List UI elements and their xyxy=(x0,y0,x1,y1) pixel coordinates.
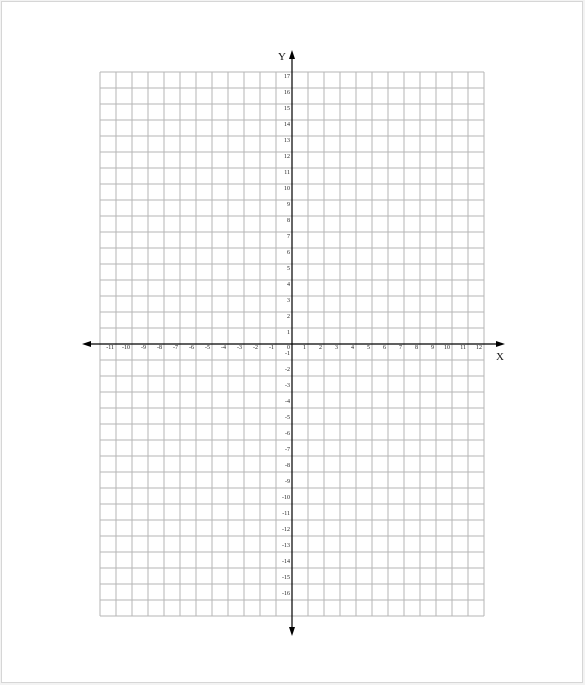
x-tick-label: 11 xyxy=(460,345,466,351)
x-tick-labels xyxy=(106,345,482,351)
x-tick-label: -4 xyxy=(221,345,226,351)
x-tick-label: -5 xyxy=(205,345,210,351)
y-tick-label: 16 xyxy=(284,90,290,96)
x-tick-label: 3 xyxy=(335,345,338,351)
x-tick-label: -2 xyxy=(253,345,258,351)
y-tick-label: -11 xyxy=(282,511,290,517)
x-tick-label: -6 xyxy=(189,345,194,351)
y-tick-label: -13 xyxy=(282,543,290,549)
x-axis-label: X xyxy=(496,351,504,363)
y-tick-label: -5 xyxy=(285,415,290,421)
x-tick-label: 4 xyxy=(351,345,354,351)
y-tick-label: -16 xyxy=(282,591,290,597)
y-tick-label: 2 xyxy=(287,314,290,320)
x-tick-label: 2 xyxy=(319,345,322,351)
x-tick-label: 9 xyxy=(431,345,434,351)
y-tick-label: 6 xyxy=(287,250,290,256)
x-tick-label: -9 xyxy=(141,345,146,351)
y-tick-label: 7 xyxy=(287,234,290,240)
y-tick-label: -12 xyxy=(282,527,290,533)
y-tick-label: 5 xyxy=(287,266,290,272)
y-tick-label: -6 xyxy=(285,431,290,437)
y-tick-label: -7 xyxy=(285,447,290,453)
x-tick-label: -8 xyxy=(157,345,162,351)
y-tick-label: 9 xyxy=(287,202,290,208)
y-axis-arrow-up-icon xyxy=(289,50,295,59)
coordinate-plane xyxy=(2,2,584,684)
x-tick-label: 10 xyxy=(444,345,450,351)
y-tick-label: -15 xyxy=(282,575,290,581)
axes xyxy=(82,50,505,636)
y-tick-label: 17 xyxy=(284,74,290,80)
y-tick-label: 12 xyxy=(284,154,290,160)
y-axis-label: Y xyxy=(278,51,286,63)
x-axis-arrow-right-icon xyxy=(496,341,505,347)
y-tick-label: 8 xyxy=(287,218,290,224)
x-tick-label: 12 xyxy=(476,345,482,351)
y-tick-label: 15 xyxy=(284,106,290,112)
y-tick-label: -3 xyxy=(285,383,290,389)
y-tick-label: 1 xyxy=(287,330,290,336)
x-axis-arrow-left-icon xyxy=(82,341,91,347)
y-tick-label: -9 xyxy=(285,479,290,485)
x-tick-label: 1 xyxy=(303,345,306,351)
y-tick-label: -2 xyxy=(285,367,290,373)
y-tick-label: -10 xyxy=(282,495,290,501)
y-tick-label: 13 xyxy=(284,138,290,144)
x-tick-label: 6 xyxy=(383,345,386,351)
y-tick-label: 4 xyxy=(287,282,290,288)
x-tick-label: -10 xyxy=(122,345,130,351)
y-tick-label: -8 xyxy=(285,463,290,469)
x-tick-label: 5 xyxy=(367,345,370,351)
y-tick-label: -14 xyxy=(282,559,290,565)
y-tick-label: 11 xyxy=(284,170,290,176)
x-tick-label: -3 xyxy=(237,345,242,351)
y-tick-label: 14 xyxy=(284,122,290,128)
x-tick-label: 0 xyxy=(287,345,290,351)
y-tick-label: -1 xyxy=(285,351,290,357)
x-tick-label: 8 xyxy=(415,345,418,351)
x-tick-label: -1 xyxy=(269,345,274,351)
x-tick-label: -11 xyxy=(106,345,114,351)
graph-paper-page xyxy=(1,1,583,683)
y-tick-label: -4 xyxy=(285,399,290,405)
x-tick-label: -7 xyxy=(173,345,178,351)
y-axis-arrow-down-icon xyxy=(289,627,295,636)
x-tick-label: 7 xyxy=(399,345,402,351)
y-tick-label: 10 xyxy=(284,186,290,192)
y-tick-label: 3 xyxy=(287,298,290,304)
